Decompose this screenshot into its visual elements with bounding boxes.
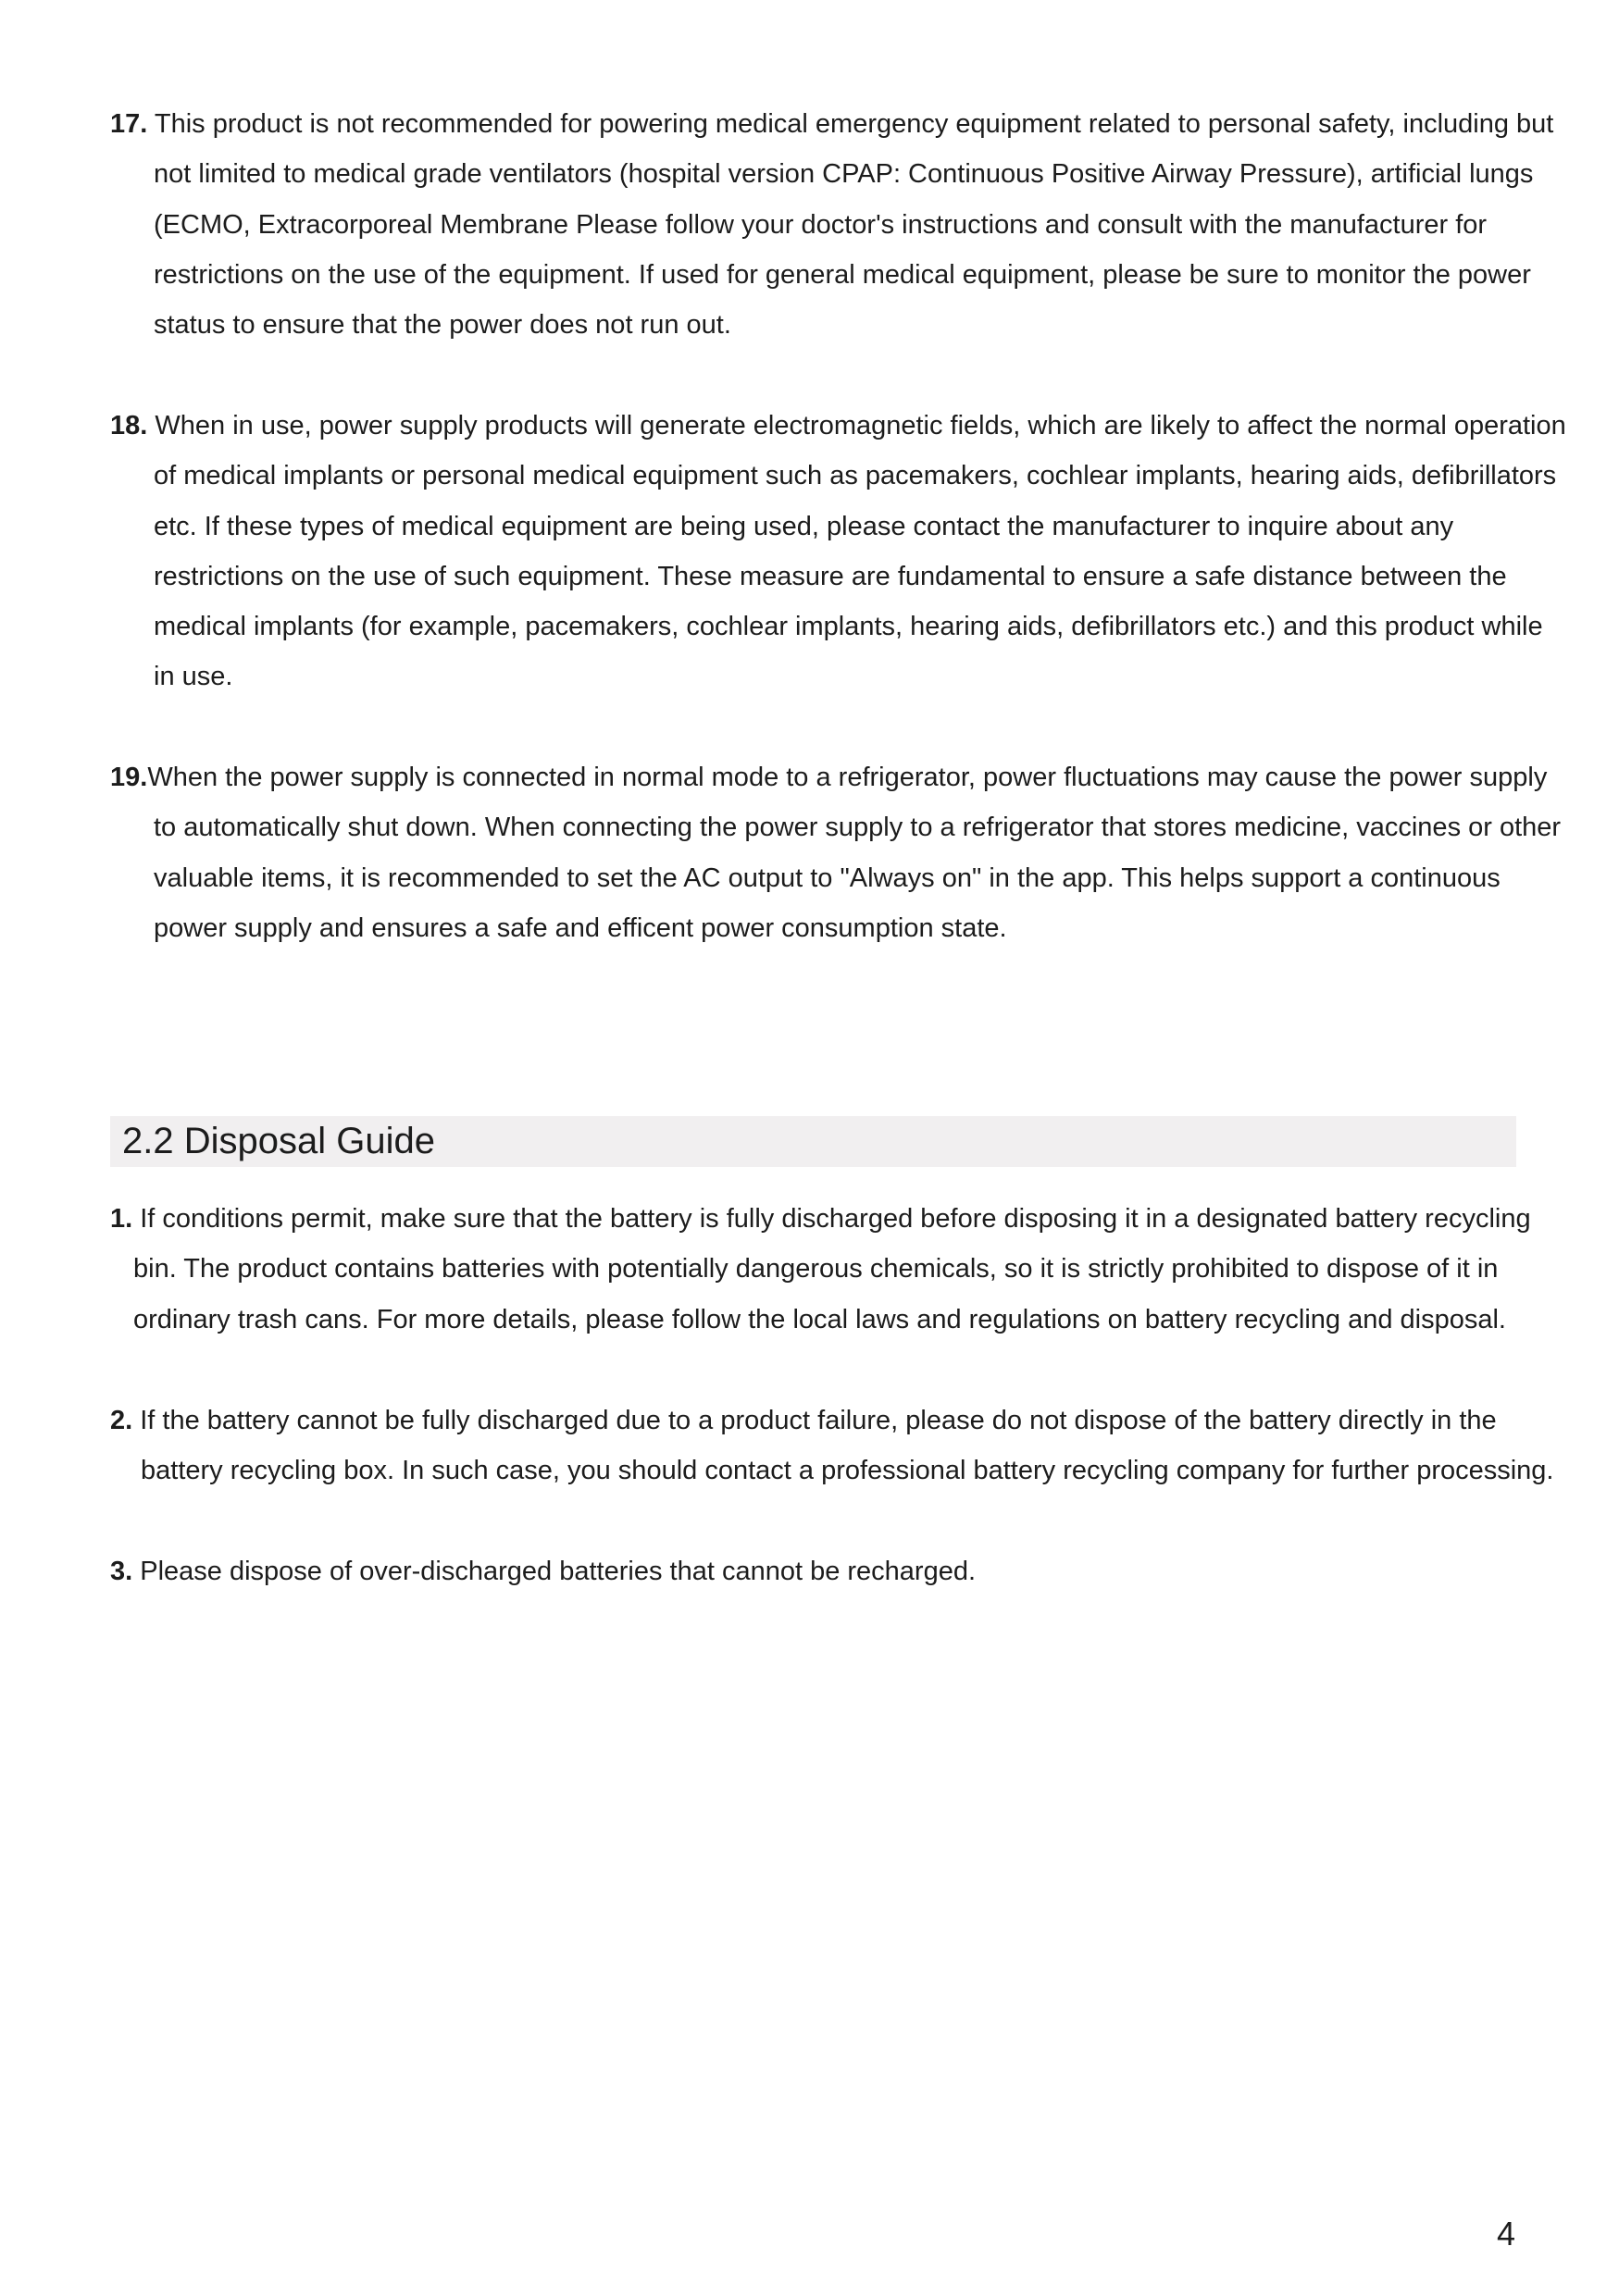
- list-item-19: [110, 752, 1570, 953]
- list-item-number: 19.: [110, 763, 148, 792]
- list-item-number: 2.: [110, 1406, 133, 1435]
- list-item-17: [110, 99, 1570, 350]
- list-item-number: 3.: [110, 1557, 133, 1586]
- list-item-text: When in use, power supply products will generate electromagnetic fields, which are likely to affect the normal operation of medical implants or personal medical equipment such as pacemakers, cochlear implants, hearing aids, defibrillators etc. If these types of medical equipment are being used, please contact the manufacturer to inquire about any restrictions on the use of such equipment. These measure are fundamental to ensure a safe distance between the medical implants (for example, pacemakers, cochlear implants, hearing aids, defibrillators etc.) and this product while in use.: [147, 411, 1566, 692]
- list-item-text: This product is not recommended for powering medical emergency equipment related to personal safety, including but not limited to medical grade ventilators (hospital version CPAP: Continuous Positive Airway Pressure), artificial lungs (ECMO, Extracorporeal Membrane Please follow your doctor's instructions and consult with the manufacturer for restrictions on the use of the equipment. If used for general medical equipment, please be sure to monitor the power status to ensure that the power does not run out.: [147, 109, 1554, 341]
- list-item-number: 18.: [110, 411, 148, 441]
- list-item-text: If the battery cannot be fully discharged due to a product failure, please do not dispose of the battery directly in the battery recycling box. In such case, you should contact a professional battery recycling company for further processing.: [132, 1406, 1554, 1486]
- page-number: 4: [1496, 2215, 1515, 2253]
- list-item-18: [110, 401, 1570, 702]
- section-header-bar: [110, 1116, 1516, 1167]
- disposal-item-1: [110, 1194, 1550, 1345]
- list-item-number: 17.: [110, 109, 148, 139]
- disposal-item-2: [110, 1396, 1557, 1496]
- list-item-number: 1.: [110, 1204, 133, 1234]
- list-item-text: When the power supply is connected in normal mode to a refrigerator, power fluctuations may cause the power supply to automatically shut down. When connecting the power supply to a refrigerator that stores medicine, vaccines or other valuable items, it is recommended to set the AC output to "Always on" in the app. This helps support a continuous power supply and ensures a safe and efficent power consumption state.: [147, 763, 1562, 943]
- disposal-item-3: [110, 1546, 1557, 1596]
- section-title: 2.2 Disposal Guide: [122, 1121, 435, 1161]
- list-item-text: If conditions permit, make sure that the battery is fully discharged before disposing it in a designated battery recycling bin. The product contains batteries with potentially dangerous chemicals, so it is strictly prohibited to dispose of it in ordinary trash cans. For more details, please follow the local laws and regulations on battery recycling and disposal.: [132, 1204, 1531, 1334]
- list-item-text: Please dispose of over-discharged batteries that cannot be recharged.: [132, 1557, 977, 1586]
